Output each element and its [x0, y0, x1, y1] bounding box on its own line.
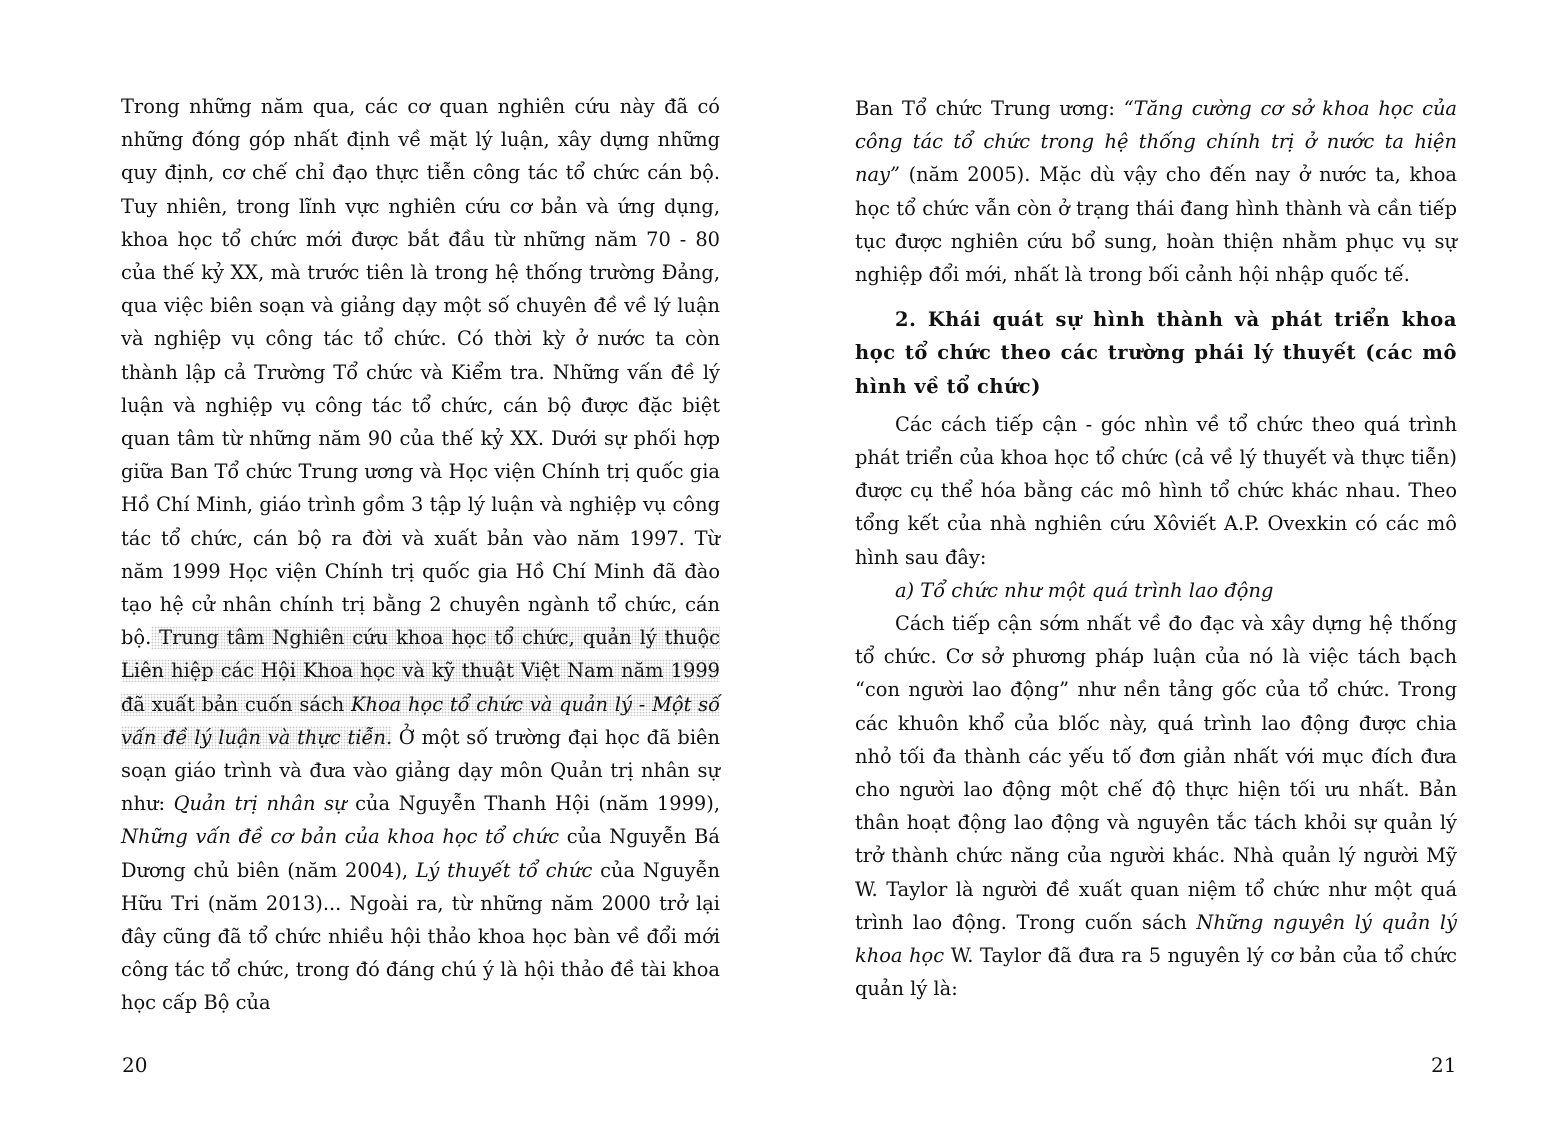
- page-number-left: 20: [122, 1053, 148, 1077]
- subheading-a: a) Tổ chức như một quá trình lao động: [895, 578, 1274, 602]
- left-text-f: của Nguyễn Hữu Tri (năm 2013)... Ngoài ra, từ những năm 2000 trở lại đây cũng đã tổ chức nhiều hội thảo khoa học bàn về đổi mới công tác tổ chức, trong đó đáng chú ý là hội thảo đề tài khoa học cấp Bộ của: [121, 858, 720, 1015]
- left-text-a: Trong những năm qua, các cơ quan nghiên cứu này đã có những đóng góp nhất định về mặt lý luận, xây dựng những quy định, cơ chế chỉ đạo thực tiễn công tác tổ chức cán bộ. Tuy nhiên, trong lĩnh vực nghiên cứu cơ bản và ứng dụng, khoa học tổ chức mới được bắt đầu từ những năm 70 - 80 của thế kỷ XX, mà trước tiên là trong hệ thống trường Đảng, qua việc biên soạn và giảng dạy một số chuyên đề về lý luận và nghiệp vụ công tác tổ chức. Có thời kỳ ở nước ta còn thành lập cả Trường Tổ chức và Kiểm tra. Những vấn đề lý luận và nghiệp vụ công tác tổ chức, cán bộ được đặc biệt quan tâm từ những năm 90 của thế kỷ XX. Dưới sự phối hợp giữa Ban Tổ chức Trung ương và Học viện Chính trị quốc gia Hồ Chí Minh, giáo trình gồm 3 tập lý luận và nghiệp vụ công tác tổ chức, cán bộ ra đời và xuất bản vào năm 1997. Từ năm 1999 Học viện Chính trị quốc gia Hồ Chí Minh đã đào tạo hệ cử nhân chính trị bằng 2 chuyên ngành tổ chức, cán bộ.: [121, 95, 720, 650]
- book-title-ly-thuyet-to-chuc: Lý thuyết tổ chức: [415, 858, 593, 882]
- left-page: [0, 0, 774, 1134]
- book-title-nguyen-ly: Những nguyên lý quản lý khoa học: [855, 910, 1457, 968]
- left-text-column: [121, 90, 720, 1020]
- right-text-column: [855, 92, 1457, 1005]
- conference-title: “Tăng cường cơ sở khoa học của công tác tổ chức trong hệ thống chính trị ở nước ta hiện nay”: [855, 97, 1457, 187]
- page-number-right: 21: [1431, 1053, 1457, 1077]
- right-paragraph-3: [855, 607, 1457, 1005]
- left-text-c: Ở một số trường đại học đã biên soạn giáo trình và đưa vào giảng dạy môn Quản trị nhân sự như:: [121, 725, 721, 816]
- right-text-3a: Cách tiếp cận sớm nhất về đo đạc và xây dựng hệ thống tổ chức. Cơ sở phương pháp luận của nó là việc tách bạch “con người lao động” như nền tảng gốc của tổ chức. Trong các khuôn khổ của blốc này, quá trình lao động được chia nhỏ tối đa thành các yếu tố đơn giản nhất với mục đích đưa cho người lao động một chế độ thực hiện tối ưu nhất. Bản thân hoạt động lao động và nguyên tắc tách khỏi sự quản lý trở thành chức năng của người khác. Nhà quản lý người Mỹ W. Taylor là người đề xuất quan niệm tổ chức như một quá trình lao động. Trong cuốn sách: [855, 612, 1457, 934]
- book-title-khoa-hoc-to-chuc: Khoa học tổ chức và quản lý - Một số vấn đề lý luận và thực tiễn.: [121, 692, 720, 749]
- right-paragraph-1: [855, 92, 1457, 291]
- book-title-quan-tri-nhan-su: Quản trị nhân sự: [173, 792, 347, 816]
- book-title-nhung-van-de: Những vấn đề cơ bản của khoa học tổ chức: [121, 825, 560, 849]
- left-paragraph: [121, 90, 720, 1020]
- left-text-e: của Nguyễn Bá Dương chủ biên (năm 2004),: [121, 825, 720, 882]
- right-text-b: (năm 2005). Mặc dù vậy cho đến nay ở nước ta, khoa học tổ chức vẫn còn ở trạng thái đang hình thành và cần tiếp tục được nghiên cứu bổ sung, hoàn thiện nhằm phục vụ sự nghiệp đổi mới, nhất là trong bối cảnh hội nhập quốc tế.: [855, 163, 1457, 287]
- right-paragraph-2: Các cách tiếp cận - góc nhìn về tổ chức theo quá trình phát triển của khoa học tổ chức (cả về lý thuyết và thực tiễn) được cụ thể hóa bằng các mô hình tổ chức khác nhau. Theo tổng kết của nhà nghiên cứu Xôviết A.P. Ovexkin có các mô hình sau đây:: [855, 412, 1457, 569]
- right-text-3b: W. Taylor đã đưa ra 5 nguyên lý cơ bản của tổ chức quản lý là:: [855, 944, 1457, 1001]
- right-text-a: Ban Tổ chức Trung ương:: [855, 97, 1124, 120]
- left-text-b: Trung tâm Nghiên cứu khoa học tổ chức, quản lý thuộc Liên hiệp các Hội Khoa học và kỹ thuật Việt Nam năm 1999 đã xuất bản cuốn sách: [121, 626, 720, 716]
- left-text-d: của Nguyễn Thanh Hội (năm 1999),: [346, 792, 720, 816]
- right-page: [775, 0, 1549, 1134]
- section-heading: 2. Khái quát sự hình thành và phát triển khoa học tổ chức theo các trường phái lý thuyết (các mô hình về tổ chức): [855, 308, 1457, 398]
